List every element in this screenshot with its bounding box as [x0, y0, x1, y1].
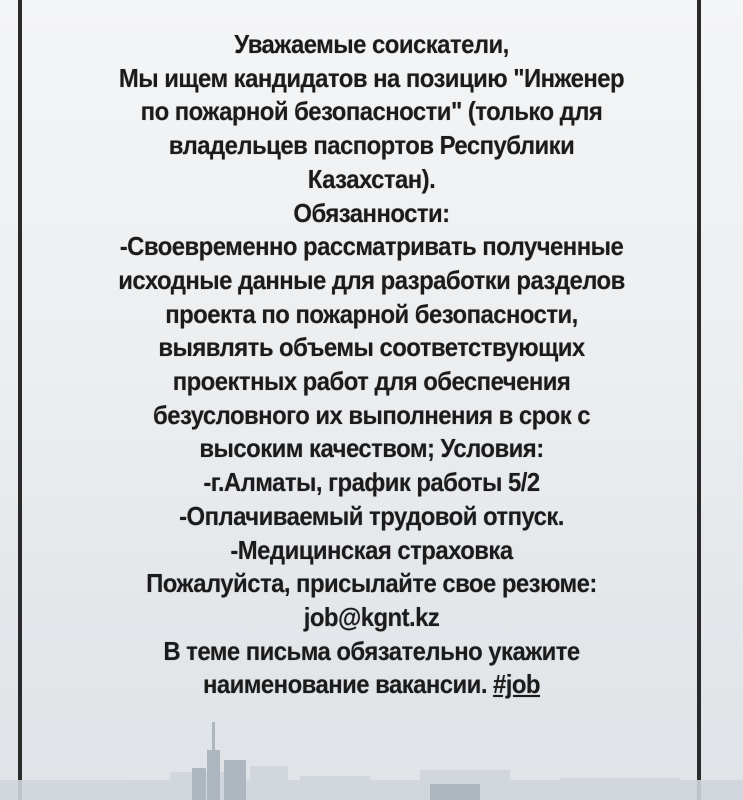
section-heading-duties: Обязанности:	[293, 197, 450, 228]
text-line: исходные данные для разработки разделов	[118, 264, 625, 295]
text-line: Уважаемые соискатели,	[234, 29, 509, 59]
text-line: выявлять объемы соответствующих	[158, 332, 585, 363]
text-line: Мы ищем кандидатов на позицию "Инженер	[118, 62, 625, 93]
text-line: безусловного их выполнения в срок с	[153, 399, 590, 430]
hashtag-link[interactable]: #job	[493, 669, 541, 700]
text-line: -Оплачиваемый трудовой отпуск.	[179, 500, 564, 531]
text-line: Казахстан).	[307, 163, 436, 194]
text-line: Пожалуйста, присылайте свое резюме:	[146, 568, 597, 599]
text-line: владельцев паспортов Республики	[168, 130, 575, 161]
text-line-last	[67, 668, 677, 702]
text-line: -г.Алматы, график работы 5/2	[203, 467, 540, 498]
text-line: проектных работ для обеспечения	[172, 366, 571, 397]
text-line: проекта по пожарной безопасности,	[165, 298, 578, 329]
email-address: job@kgnt.kz	[303, 601, 440, 632]
text-line: -Своевременно рассматривать полученные	[119, 231, 624, 262]
job-post-text	[67, 28, 677, 702]
text-line: по пожарной безопасности" (только для	[140, 96, 603, 127]
last-line-text: наименование вакансии.	[202, 669, 487, 700]
city-skyline	[0, 710, 743, 800]
text-line: высоким качеством; Условия:	[199, 433, 544, 464]
text-line: -Медицинская страховка	[230, 534, 513, 565]
left-border	[18, 0, 22, 800]
text-line: В теме письма обязательно укажите	[163, 635, 580, 666]
right-border	[697, 0, 701, 800]
